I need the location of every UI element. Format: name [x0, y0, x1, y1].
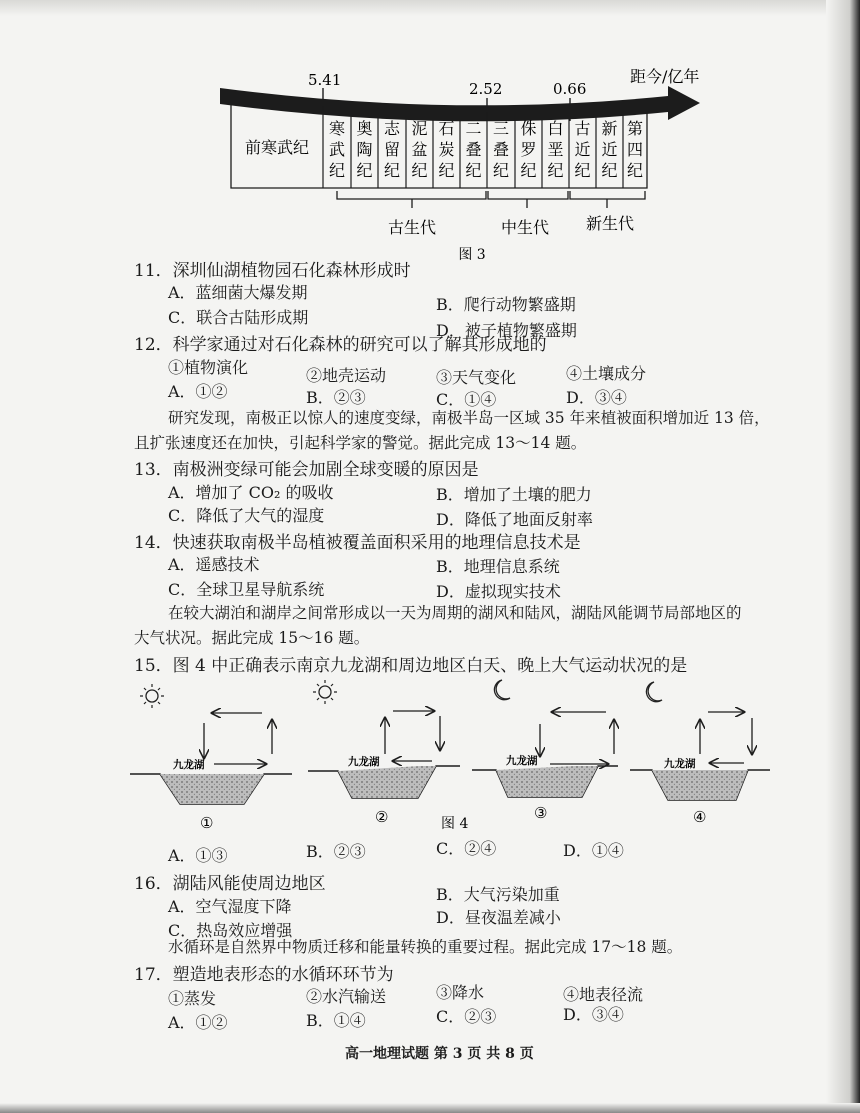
- q13-option-a[interactable]: A．增加了 CO₂ 的吸收: [168, 483, 334, 502]
- period-label: 第四纪: [626, 119, 644, 180]
- period-label: 石炭纪: [438, 119, 455, 180]
- q12-item-2: ②地壳运动: [306, 366, 387, 385]
- q13-option-d[interactable]: D．降低了地面反射率: [436, 510, 593, 529]
- question-12-stem: 12．科学家通过对石化森林的研究可以了解其形成地的: [134, 335, 547, 355]
- q16-option-a[interactable]: A．空气湿度下降: [168, 897, 292, 916]
- lake-label: 九龙湖: [173, 759, 205, 771]
- axis-label: 距今/亿年: [630, 67, 700, 86]
- period-label: 侏罗纪: [520, 119, 537, 180]
- q16-option-c[interactable]: C．热岛效应增强: [168, 921, 293, 940]
- period-label: 奥陶纪: [356, 119, 373, 180]
- question-15-stem: 15．图 4 中正确表示南京九龙湖和周边地区白天、晚上大气运动状况的是: [134, 656, 688, 676]
- q14-option-b[interactable]: B．地理信息系统: [436, 557, 560, 576]
- diagram-1: [130, 684, 292, 832]
- question-14-stem: 14．快速获取南极半岛植被覆盖面积采用的地理信息技术是: [134, 533, 581, 553]
- q15-option-a[interactable]: A．①③: [168, 846, 228, 865]
- figure-caption: 图 3: [458, 247, 486, 263]
- passage-15-line-2: 大气状况。据此完成 15～16 题。: [134, 629, 370, 647]
- q17-option-c[interactable]: C．②③: [436, 1007, 497, 1026]
- q12-option-b[interactable]: B．②③: [306, 388, 366, 407]
- question-16-stem: 16．湖陆风能使周边地区: [134, 874, 326, 894]
- q17-option-a[interactable]: A．①②: [168, 1013, 228, 1032]
- moon-icon: [494, 680, 510, 700]
- q12-option-d[interactable]: D．③④: [566, 388, 627, 407]
- q17-item-3: ③降水: [436, 983, 485, 1002]
- page-footer: 高一地理试题 第 3 页 共 8 页: [345, 1046, 534, 1062]
- lake-label: 九龙湖: [664, 758, 696, 770]
- q13-option-c[interactable]: C．降低了大气的湿度: [168, 506, 325, 525]
- diagram-3: [472, 680, 618, 822]
- q12-item-3: ③天气变化: [436, 368, 517, 387]
- period-label: 二叠纪: [465, 119, 482, 180]
- q14-option-c[interactable]: C．全球卫星导航系统: [168, 580, 325, 599]
- era-label: 新生代: [585, 214, 635, 233]
- lake-label: 九龙湖: [506, 755, 538, 767]
- q14-option-a[interactable]: A．遥感技术: [168, 555, 260, 574]
- lake-label: 九龙湖: [348, 756, 380, 768]
- period-label: 寒武纪: [328, 119, 346, 180]
- period-label: 古近纪: [574, 119, 591, 180]
- era-label: 中生代: [500, 218, 550, 237]
- figure-caption: 图 4: [441, 816, 469, 832]
- diagram-label: ①: [200, 814, 214, 832]
- period-label: 志留纪: [383, 119, 401, 180]
- tick-label: 0.66: [553, 80, 587, 98]
- question-13-stem: 13．南极洲变绿可能会加剧全球变暖的原因是: [134, 460, 479, 480]
- passage-13-line-1: 研究发现，南极正以惊人的速度变绿，南极半岛一区域 35 年来植被面积增加近 13 倍，: [168, 409, 770, 427]
- q12-option-a[interactable]: A．①②: [168, 382, 228, 401]
- q15-option-c[interactable]: C．②④: [436, 839, 497, 858]
- q17-option-b[interactable]: B．①④: [306, 1011, 366, 1030]
- scan-bottom-shadow: [0, 1103, 860, 1113]
- diagram-label: ②: [375, 808, 389, 826]
- era-label: 古生代: [387, 218, 437, 237]
- question-17-stem: 17．塑造地表形态的水循环环节为: [134, 965, 394, 985]
- bracket-paleozoic: [337, 191, 486, 199]
- tick-label: 5.41: [308, 71, 342, 89]
- passage-15-line-1: 在较大湖泊和湖岸之间常形成以一天为周期的湖风和陆风，湖陆风能调节局部地区的: [168, 604, 742, 622]
- q11-option-a[interactable]: A．蓝细菌大爆发期: [168, 283, 308, 302]
- bracket-cenozoic: [570, 191, 645, 199]
- q15-option-d[interactable]: D．①④: [563, 841, 624, 860]
- period-label: 三叠纪: [492, 119, 510, 180]
- period-label: 新近纪: [601, 119, 618, 180]
- question-11-stem: 11．深圳仙湖植物园石化森林形成时: [134, 261, 411, 281]
- q13-option-b[interactable]: B．增加了土壤的肥力: [436, 485, 592, 504]
- bracket-mesozoic: [488, 191, 568, 199]
- q17-option-d[interactable]: D．③④: [563, 1005, 624, 1024]
- diagram-2: [308, 680, 460, 826]
- q11-option-c[interactable]: C．联合古陆形成期: [168, 308, 309, 327]
- sun-icon: [140, 684, 164, 708]
- q15-option-b[interactable]: B．②③: [306, 842, 366, 861]
- q17-item-1: ①蒸发: [168, 989, 217, 1008]
- q17-item-4: ④地表径流: [563, 985, 644, 1004]
- q17-item-2: ②水汽输送: [306, 987, 387, 1006]
- period-label: 前寒武纪: [244, 138, 310, 157]
- q14-option-d[interactable]: D．虚拟现实技术: [436, 582, 561, 601]
- q11-option-d[interactable]: D．被子植物繁盛期: [436, 321, 577, 340]
- q16-option-d[interactable]: D．昼夜温差减小: [436, 908, 561, 927]
- q12-option-c[interactable]: C．①④: [436, 390, 497, 409]
- diagram-label: ③: [534, 804, 548, 822]
- period-label: 泥盆纪: [411, 119, 428, 180]
- q12-item-1: ①植物演化: [168, 358, 249, 377]
- diagram-4: [630, 682, 770, 826]
- figure-4-lake-breeze: [0, 670, 860, 840]
- sun-icon: [313, 680, 337, 704]
- period-label: 白垩纪: [547, 119, 564, 180]
- q12-item-4: ④土壤成分: [566, 364, 647, 383]
- q16-option-b[interactable]: B．大气污染加重: [436, 885, 560, 904]
- q11-option-b[interactable]: B．爬行动物繁盛期: [436, 295, 576, 314]
- figure-3-timeline: [0, 0, 860, 263]
- passage-13-line-2: 且扩张速度还在加快，引起科学家的警觉。据此完成 13～14 题。: [134, 434, 587, 452]
- diagram-label: ④: [693, 808, 707, 826]
- tick-label: 2.52: [469, 80, 503, 98]
- moon-icon: [646, 682, 662, 702]
- passage-17-line-1: 水循环是自然界中物质迁移和能量转换的重要过程。据此完成 17～18 题。: [168, 938, 683, 956]
